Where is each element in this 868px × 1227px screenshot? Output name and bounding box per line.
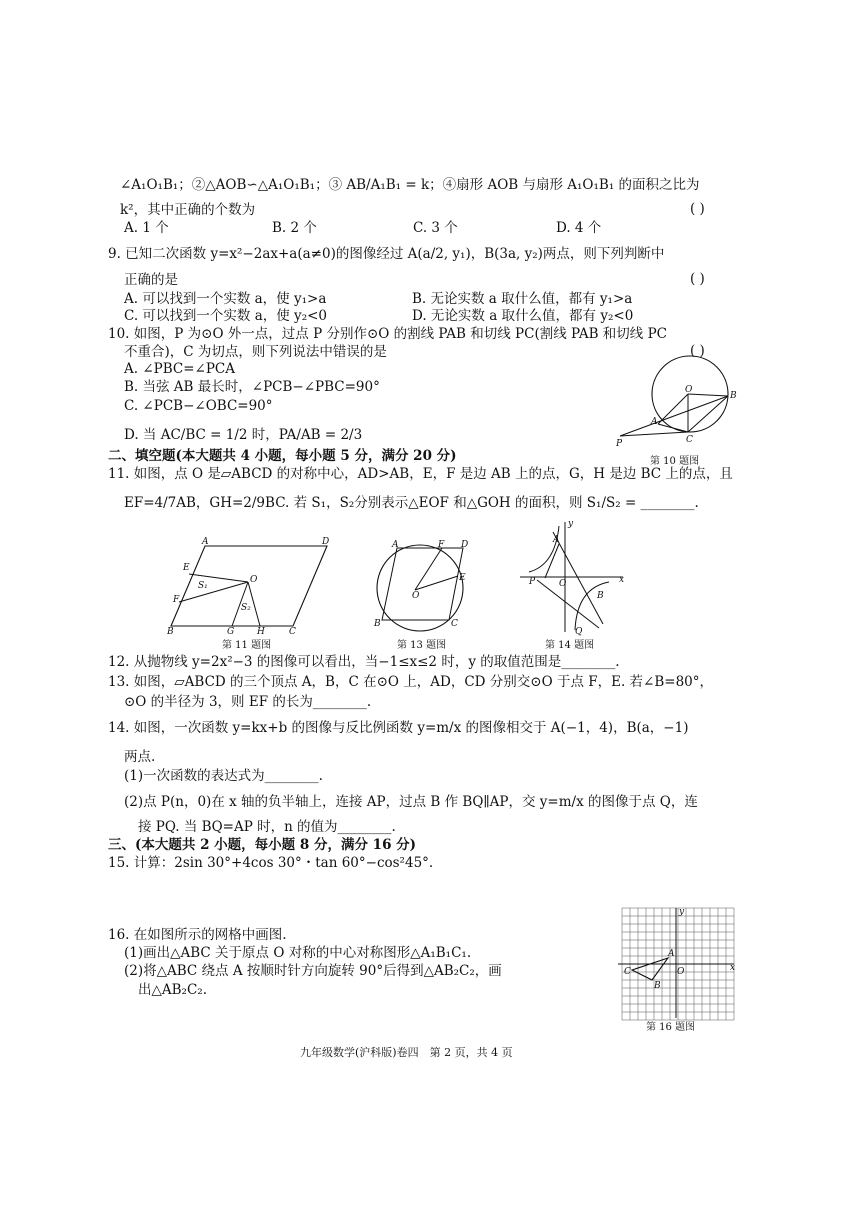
q14-sub1: (1)一次函数的表达式为________.	[124, 768, 323, 784]
fig13-caption: 第 13 题图	[397, 640, 447, 651]
q8-option-d: D. 4 个	[556, 220, 602, 236]
figure-13	[370, 538, 470, 638]
q14-sub2a: (2)点 P(n，0)在 x 轴的负半轴上，连接 AP，过点 B 作 BQ∥AP，交 y=m/x 的图像于点 Q，连	[124, 794, 698, 810]
svg-text:E: E	[183, 563, 190, 573]
svg-text:F: F	[173, 595, 180, 605]
fig10-secant	[620, 396, 728, 436]
svg-text:S₁: S₁	[198, 581, 208, 591]
q10-line2: 不重合)，C 为切点，则下列说法中错误的是	[124, 344, 387, 360]
q10-option-d: D. 当 AC/BC = 1/2 时，PA/AB = 2/3	[124, 427, 363, 443]
svg-text:B: B	[730, 391, 737, 401]
svg-text:P: P	[529, 577, 536, 587]
q10-option-c: C. ∠PCB−∠OBC=90°	[124, 398, 273, 414]
q11-line1: 11. 如图，点 O 是▱ABCD 的对称中心，AD>AB，E，F 是边 AB 上的点，G，H 是边 BC 上的点，且	[108, 466, 733, 482]
q8-option-a: A. 1 个	[124, 220, 169, 236]
svg-text:C: C	[686, 435, 693, 445]
svg-text:y: y	[568, 519, 574, 529]
section3-heading: 三、(本大题共 2 小题，每小题 8 分，满分 16 分)	[108, 837, 417, 853]
svg-text:A: A	[651, 417, 658, 427]
q16-sub2a: (2)将△ABC 绕点 A 按顺时针方向旋转 90°后得到△AB₂C₂，画	[124, 963, 502, 979]
svg-text:F: F	[438, 540, 445, 550]
fig11-caption: 第 11 题图	[222, 640, 272, 651]
svg-text:B: B	[374, 619, 381, 629]
svg-text:E: E	[459, 573, 466, 583]
fig16-caption: 第 16 题图	[646, 1022, 696, 1033]
q16-sub2b: 出△AB₂C₂.	[138, 982, 207, 998]
fig16-triangle-abc	[632, 958, 668, 980]
q9-line1: 9. 已知二次函数 y=x²−2ax+a(a≠0)的图像经过 A(a/2, y₁)，B(3a, y₂)两点，则下列判断中	[108, 246, 665, 262]
q14-sub2b: 接 PQ. 当 BQ=AP 时，n 的值为________.	[138, 819, 396, 835]
q9-option-c: C. 可以找到一个实数 a，使 y₂<0	[124, 308, 328, 324]
q8-option-c: C. 3 个	[413, 220, 458, 236]
svg-text:B: B	[167, 627, 174, 637]
svg-text:A: A	[668, 949, 675, 959]
svg-text:O: O	[685, 385, 693, 395]
q16-line1: 16. 在如图所示的网格中画图.	[108, 927, 287, 943]
svg-text:A: A	[392, 540, 399, 550]
svg-text:H: H	[257, 627, 265, 637]
svg-text:y: y	[679, 907, 685, 917]
q9-option-a: A. 可以找到一个实数 a，使 y₁>a	[124, 291, 327, 307]
q8-line1: ∠A₁O₁B₁；②△AOB∽△A₁O₁B₁；③ AB/A₁B₁ = k；④扇形 AOB 与扇形 A₁O₁B₁ 的面积之比为	[120, 177, 700, 193]
figure-16	[618, 908, 738, 1020]
svg-text:D: D	[322, 537, 330, 547]
figure-10	[612, 352, 742, 448]
svg-text:O: O	[250, 575, 258, 585]
q14-line1: 14. 如图，一次函数 y=kx+b 的图像与反比例函数 y=m/x 的图像相交于 A(−1，4)，B(a，−1)	[108, 720, 689, 736]
fig10-caption: 第 10 题图	[650, 456, 700, 467]
q13-line2: ⊙O 的半径为 3，则 EF 的长为________.	[124, 694, 372, 710]
svg-text:P: P	[616, 439, 623, 449]
svg-text:S₂: S₂	[241, 603, 251, 613]
q9-option-d: D. 无论实数 a 取什么值，都有 y₂<0	[412, 308, 634, 324]
q10-line1: 10. 如图，P 为⊙O 外一点，过点 P 分别作⊙O 的割线 PAB 和切线 PC(割线 PAB 和切线 PC	[108, 326, 668, 342]
svg-text:G: G	[227, 627, 235, 637]
svg-text:O: O	[677, 967, 685, 977]
svg-text:x: x	[730, 963, 736, 973]
q10-option-b: B. 当弦 AB 最长时，∠PCB−∠PBC=90°	[124, 379, 380, 395]
q11-line2: EF=4/7AB，GH=2/9BC. 若 S₁，S₂分别表示△EOF 和△GOH 的面积，则 S₁/S₂ = ________.	[124, 495, 699, 511]
q9-line2: 正确的是	[124, 272, 178, 288]
svg-text:D: D	[461, 540, 469, 550]
svg-text:O: O	[412, 591, 420, 601]
svg-text:C: C	[624, 967, 631, 977]
q9-answer-paren: ( )	[690, 271, 705, 287]
svg-text:Q: Q	[575, 627, 583, 637]
svg-text:A: A	[202, 537, 209, 547]
svg-text:O: O	[559, 579, 567, 589]
svg-text:B: B	[654, 981, 661, 991]
figure-11	[165, 537, 340, 637]
q8-answer-paren: ( )	[690, 201, 705, 217]
fig14-hyperbola-upper	[529, 526, 559, 572]
q12-text: 12. 从抛物线 y=2x²−3 的图像可以看出，当−1≤x≤2 时，y 的取值范围是________.	[108, 654, 620, 670]
svg-text:C: C	[289, 627, 296, 637]
svg-text:B: B	[597, 591, 604, 601]
page-footer: 九年级数学(沪科版)卷四 第 2 页，共 4 页	[300, 1046, 513, 1059]
svg-text:x: x	[619, 575, 625, 585]
q16-sub1: (1)画出△ABC 关于原点 O 对称的中心对称图形△A₁B₁C₁.	[124, 945, 472, 961]
q8-option-b: B. 2 个	[272, 220, 317, 236]
q10-answer-paren: ( )	[690, 343, 705, 359]
q8-line2: k²，其中正确的个数为	[120, 202, 256, 218]
svg-text:C: C	[451, 619, 458, 629]
fig14-caption: 第 14 题图	[545, 640, 595, 651]
section2-heading: 二、填空题(本大题共 4 小题，每小题 5 分，满分 20 分)	[108, 448, 457, 464]
q14-line2: 两点.	[124, 749, 156, 765]
svg-text:A: A	[553, 535, 560, 545]
q15-text: 15. 计算：2sin 30°+4cos 30°・tan 60°−cos²45°.	[108, 855, 434, 871]
figure-14	[515, 519, 627, 637]
q10-option-a: A. ∠PBC=∠PCA	[124, 361, 236, 377]
q9-option-b: B. 无论实数 a 取什么值，都有 y₁>a	[412, 291, 633, 307]
q13-line1: 13. 如图，▱ABCD 的三个顶点 A，B，C 在⊙O 上，AD，CD 分别交⊙O 于点 F，E. 若∠B=80°，	[108, 674, 714, 690]
